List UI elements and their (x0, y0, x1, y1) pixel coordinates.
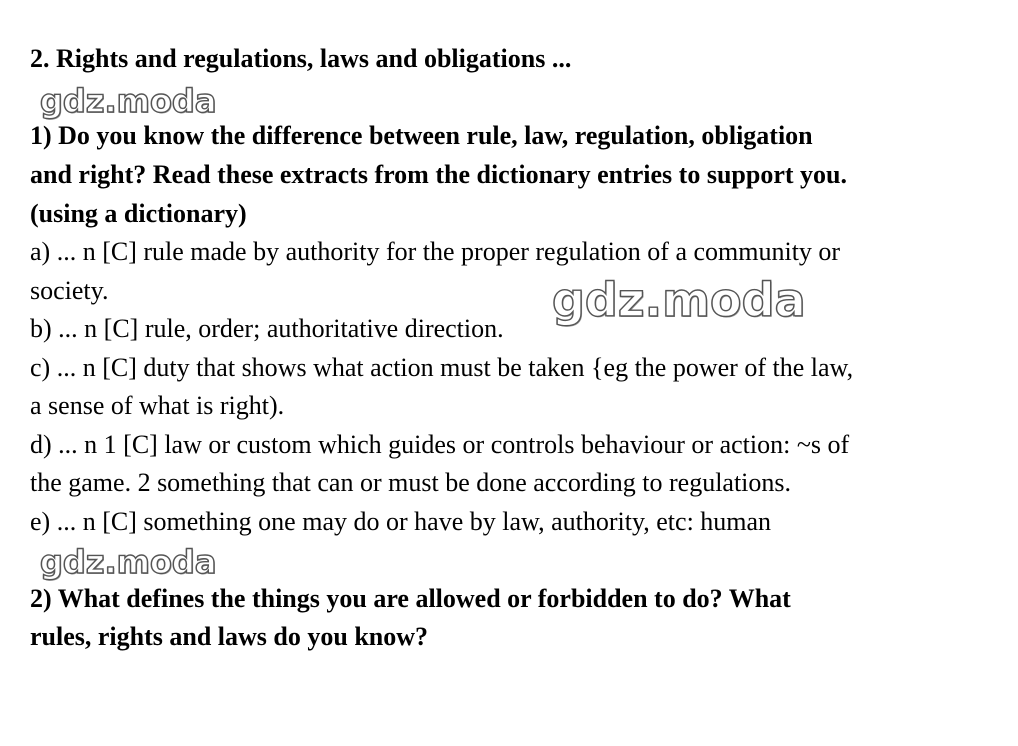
definition-c-line-2: a sense of what is right). (30, 391, 285, 420)
definition-c-line-1: c) ... n [C] duty that shows what action must be taken {eg the power of the law, (30, 353, 854, 382)
definition-a-line-1: a) ... n [C] rule made by authority for the proper regulation of a community or (30, 237, 841, 266)
task1-line-2: and right? Read these extracts from the dictionary entries to support you. (30, 160, 847, 189)
task2-line-1: 2) What defines the things you are allowed or forbidden to do? What (30, 584, 791, 613)
definition-d-line-2: the game. 2 something that can or must be done according to regulations. (30, 468, 792, 497)
definition-a-line-2: society. (30, 276, 109, 305)
task1-line-1: 1) Do you know the difference between rule, law, regulation, obligation (30, 121, 813, 150)
definition-e: e) ... n [C] something one may do or have by law, authority, etc: human (30, 507, 772, 536)
task1-line-3: (using a dictionary) (30, 199, 247, 228)
definition-b: b) ... n [C] rule, order; authoritative direction. (30, 314, 504, 343)
watermark-top: gdz.moda (40, 82, 217, 120)
watermark-middle: gdz.moda (552, 273, 806, 327)
watermark-bottom: gdz.moda (40, 543, 217, 581)
definition-d-line-1: d) ... n 1 [C] law or custom which guides or controls behaviour or action: ~s of (30, 430, 850, 459)
exercise-heading: 2. Rights and regulations, laws and obligations ... (30, 44, 572, 73)
task2-line-2: rules, rights and laws do you know? (30, 622, 429, 651)
